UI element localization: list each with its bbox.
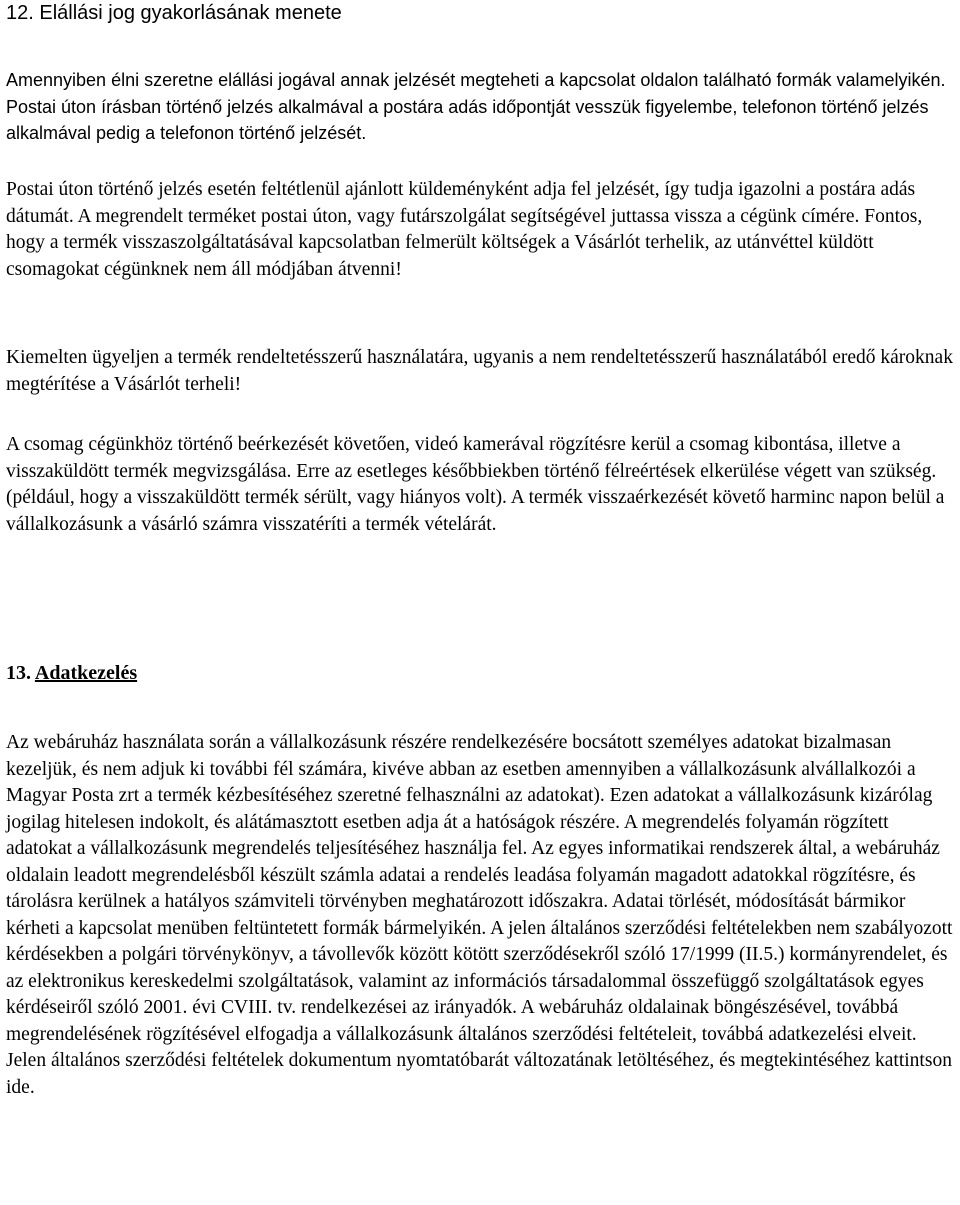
data-handling-paragraph: Az webáruház használata során a vállalkozásunk részére rendelkezésére bocsátott személyes adatokat bizalmasan kezeljük, és nem adjuk ki további fél számára, kivéve abban az esetben amennyiben a vállalkozásunk alvállalkozói a Magyar Posta zrt a termék kézbesítéséhez szeretné felhasználni az adatokat). Ezen adatokat a vállalkozásunk kizárólag jogilag hitelesen indokolt, és alátámasztott esetben adja át a hatóságok részére. A megrendelés folyamán rögzített adatokat a vállalkozásunk megrendelés teljesítéséhez használja fel. Az egyes informatikai rendszerek által, a webáruház oldalain leadott megrendelésből készült számla adatai a rendelés leadása folyamán magadott adatokkal rögzítésre, és tárolásra kerülnek a hatályos számviteli törvényben meghatározott időszakra. Adatai törlését, módosítását bármikor kérheti a kapcsolat menüben feltüntetett formák bármelyikén. A jelen általános szerződési feltételekben nem szabályozott kérdésekben a polgári törvénykönyv, a távollevők között kötött szerződésekről szóló 17/1999 (II.5.) kormányrendelet, és az elektronikus kereskedelmi szolgáltatások, valamint az információs társadalommal összefüggő szolgáltatások egyes kérdéseiről szóló 2001. évi CVIII. tv. rendelkezései az irányadók. A webáruház oldalainak böngészésével, továbbá megrendelésének rögzítésével elfogadja a vállalkozásunk általános szerződési feltételeit, továbbá adatkezelési elveit. Jelen általános szerződési feltételek dokumentum nyomtatóbarát változatának letöltéséhez, és megtekintéséhez kattintson ide. [6, 732, 953, 1098]
video-inspection-paragraph: A csomag cégünkhöz történő beérkezését követően, videó kamerával rögzítésre kerül a csomag kibontása, illetve a visszaküldött termék megvizsgálása. Erre az esetleges későbbiekben történő félreértések elkerülése végett van szükség. (például, hogy a visszaküldött termék sérült, vagy hiányos volt). A termék visszaérkezését követő harminc napon belül a vállalkozásunk a vásárló számra visszatéríti a termék vételárát. [6, 434, 945, 535]
withdrawal-intro-paragraph: Amennyiben élni szeretne elállási jogával annak jelzését megteheti a kapcsolat oldalon található formák valamelyikén. Postai úton írásban történő jelzés alkalmával a postára adás időpontját vesszük figyelembe, telefonon történő jelzés alkalmával pedig a telefonon történő jelzését. [6, 70, 946, 143]
section-13-title: Adatkezelés [34, 662, 138, 684]
proper-usage-paragraph: Kiemelten ügyeljen a termék rendeltetésszerű használatára, ugyanis a nem rendeltetésszerű használatából eredő károknak megtérítése a Vásárlót terheli! [6, 347, 953, 395]
postal-notice-paragraph: Postai úton történő jelzés esetén feltétlenül ajánlott küldeményként adja fel jelzését, így tudja igazolni a postára adás dátumát. A megrendelt terméket postai úton, vagy futárszolgálat segítségével juttassa vissza a cégünk címére. Fontos, hogy a termék visszaszolgáltatásával kapcsolatban felmerült költségek a Vásárlót terhelik, az utánvéttel küldött csomagokat cégünknek nem áll módjában átvenni! [6, 179, 923, 280]
section-12-heading: 12. Elállási jog gyakorlásának menete [6, 2, 342, 24]
section-13-heading [6, 660, 137, 686]
section-13-number: 13. [6, 662, 35, 684]
